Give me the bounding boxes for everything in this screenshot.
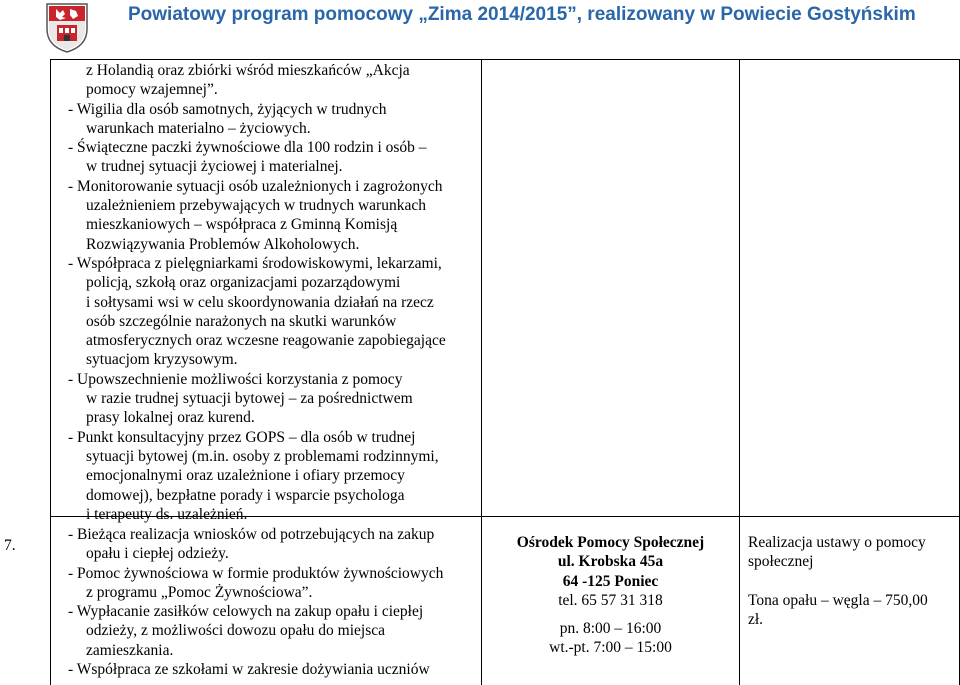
activity-line: policją, szkołą oraz organizacjami pozarządowymi: [86, 274, 401, 292]
activity-line: z programu „Pomoc Żywnościowa”.: [86, 583, 313, 601]
notes-line: Tona opału – węgla – 750,00: [748, 591, 928, 609]
activity-line: z Holandią oraz zbiórki wśród mieszkańców „Akcja: [86, 62, 410, 79]
activity-line: sytuacji bytowej (m.in. osoby z problemami rodzinnymi,: [86, 447, 439, 465]
notes-cell: [748, 533, 948, 629]
activity-line: warunkach materialno – życiowych.: [86, 119, 311, 137]
page-header: [0, 0, 960, 58]
activity-line: - Wypłacanie zasiłków celowych na zakup opału i ciepłej: [68, 603, 424, 621]
activity-line: - Pomoc żywnościowa w formie produktów żywnościowych: [68, 564, 444, 582]
activity-line: opału i ciepłej odzieży.: [86, 545, 229, 563]
activity-line: w razie trudnej sytuacji bytowej – za pośrednictwem: [86, 390, 413, 408]
activities-cell-continued: [68, 61, 464, 524]
activity-line: i sołtysami wsi w celu skoordynowania działań na rzecz: [86, 293, 434, 311]
activity-line: pomocy wzajemnej”.: [86, 81, 218, 99]
activity-line: zamieszkania.: [86, 641, 174, 659]
activity-line: atmosferycznych oraz wczesne reagowanie zapobiegające: [86, 332, 446, 350]
page-title: Powiatowy program pomocowy „Zima 2014/2015”, realizowany w Powiecie Gostyńskim: [128, 4, 916, 25]
institution-name: Ośrodek Pomocy Społecznej: [516, 534, 705, 551]
activity-line: mieszkaniowych – współpraca z Gminną Komisją: [86, 216, 398, 234]
activity-line: - Współpraca ze szkołami w zakresie dożywiania uczniów: [68, 661, 430, 679]
institution-hours: wt.-pt. 7:00 – 15:00: [549, 639, 672, 657]
table-top-border: [50, 59, 960, 60]
coat-of-arms-icon: [44, 1, 90, 53]
notes-line: zł.: [748, 610, 764, 628]
row-number: 7.: [4, 537, 16, 554]
activity-line: - Monitorowanie sytuacji osób uzależnionych i zagrożonych: [68, 177, 443, 195]
activity-line: osób szczególnie narażonych na skutki warunków: [86, 312, 397, 330]
column-border: [50, 59, 51, 685]
activity-line: prasy lokalnej oraz kurend.: [86, 409, 255, 427]
activity-line: - Upowszechnienie możliwości korzystania z pomocy: [68, 370, 403, 388]
institution-cell: [482, 533, 739, 658]
notes-line: Realizacja ustawy o pomocy: [748, 534, 926, 551]
activity-line: - Wigilia dla osób samotnych, żyjących w trudnych: [68, 100, 387, 118]
institution-hours: pn. 8:00 – 16:00: [559, 620, 662, 638]
activity-line: domowej), bezpłatne porady i wsparcie psychologa: [86, 486, 405, 504]
activity-line: emocjonalnymi oraz uzależnione i ofiary przemocy: [86, 467, 405, 485]
activities-cell: [68, 525, 464, 679]
activity-line: - Współpraca z pielęgniarkami środowiskowymi, lekarzami,: [68, 254, 442, 272]
activity-line: uzależnieniem przebywających w trudnych warunkach: [86, 197, 426, 215]
column-border: [739, 59, 740, 685]
activity-line: Rozwiązywania Problemów Alkoholowych.: [86, 235, 360, 253]
activity-line: - Punkt konsultacyjny przez GOPS – dla osób w trudnej: [68, 428, 416, 446]
activity-line: i terapeuty ds. uzależnień.: [86, 505, 248, 523]
activity-line: - Świąteczne paczki żywnościowe dla 100 rodzin i osób –: [68, 139, 427, 157]
institution-phone: tel. 65 57 31 318: [558, 591, 663, 609]
activity-line: sytuacjom kryzysowym.: [86, 351, 238, 369]
notes-line: społecznej: [748, 553, 814, 571]
institution-city: 64 -125 Poniec: [562, 572, 659, 590]
activity-line: w trudnej sytuacji życiowej i materialnej.: [86, 158, 343, 176]
activity-line: odzieży, z możliwości dowozu opału do miejsca: [86, 622, 386, 640]
institution-street: ul. Krobska 45a: [557, 553, 664, 571]
activity-line: - Bieżąca realizacja wniosków od potrzebujących na zakup: [68, 526, 435, 543]
